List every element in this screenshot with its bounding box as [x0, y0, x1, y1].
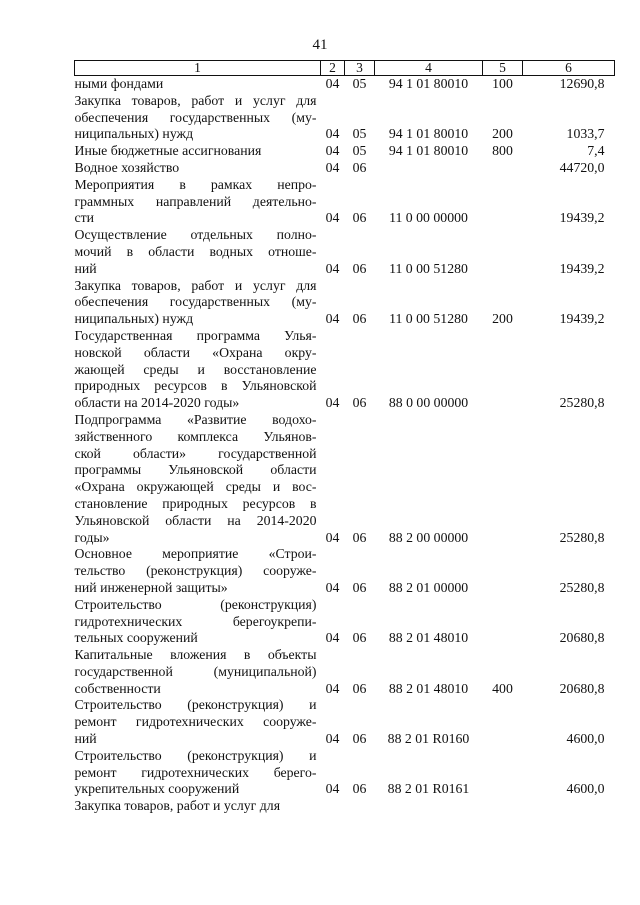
table-row [75, 278, 615, 328]
expense-type-code [483, 597, 523, 647]
expense-type-code [483, 748, 523, 798]
description-line: Строительство (реконструкция) и [74, 697, 317, 713]
description-line: Водное хозяйство [74, 159, 180, 175]
page-number: 41 [312, 37, 328, 53]
row-description [75, 697, 321, 747]
subsection-code: 06 [352, 781, 367, 797]
description-line: программы Ульяновской области [74, 462, 317, 478]
description-line: жающей среды и восстановление [74, 361, 317, 377]
row-description [75, 278, 321, 328]
description-line: Основное мероприятие «Строи- [74, 546, 317, 562]
column-header-2: 2 [321, 61, 345, 76]
expense-type-code [483, 328, 523, 412]
description-line: Государственная программа Улья- [74, 327, 317, 343]
description-line: зяйственного комплекса Ульянов- [74, 428, 317, 444]
amount-value: 19439,2 [559, 260, 605, 276]
subsection-code: 05 [352, 76, 367, 91]
amount-value: 19439,2 [559, 311, 605, 327]
amount-value: 1033,7 [566, 126, 605, 142]
description-line: Осуществление отдельных полно- [74, 227, 317, 243]
target-article-code: 88 2 01 R0161 [387, 781, 470, 797]
table-row [75, 328, 615, 412]
description-line: ниципальных) нужд [74, 126, 194, 142]
subsection-code: 06 [352, 579, 367, 595]
target-article-code: 88 2 01 48010 [388, 680, 469, 696]
target-article-code [375, 160, 483, 177]
target-article-code: 94 1 01 80010 [388, 143, 469, 159]
section-code: 04 [325, 159, 340, 175]
amount-value: 25280,8 [559, 579, 605, 595]
expense-type-code: 200 [492, 311, 513, 327]
subsection-code [345, 798, 375, 815]
expense-type-code [483, 798, 523, 815]
expense-type-code: 200 [492, 126, 513, 142]
description-line: Иные бюджетные ассигнования [74, 143, 262, 159]
target-article-code: 88 2 00 00000 [388, 529, 469, 545]
amount-value: 4600,0 [566, 731, 605, 747]
subsection-code: 05 [352, 143, 367, 159]
description-line: тельных сооружений [74, 630, 198, 646]
column-header-4: 4 [375, 61, 483, 76]
table-row [75, 227, 615, 277]
description-line: становление природных ресурсов в [74, 495, 317, 511]
description-line: ний [74, 260, 97, 276]
target-article-code: 88 2 01 00000 [388, 579, 469, 595]
amount-value: 25280,8 [559, 395, 605, 411]
expense-type-code [483, 160, 523, 177]
column-header-1: 1 [75, 61, 321, 76]
description-line: Капитальные вложения в объекты [74, 647, 317, 663]
row-description [75, 160, 321, 177]
row-description [75, 798, 321, 815]
amount-value: 44720,0 [559, 159, 605, 175]
table-row [75, 412, 615, 546]
section-code: 04 [325, 126, 340, 142]
description-line: «Охрана окружающей среды и вос- [74, 479, 317, 495]
subsection-code: 06 [352, 680, 367, 696]
table-header-row [75, 61, 615, 76]
row-description [75, 328, 321, 412]
table-row [75, 93, 615, 143]
target-article-code: 88 2 01 R0160 [387, 731, 470, 747]
section-code: 04 [325, 781, 340, 797]
section-code [321, 798, 345, 815]
expense-type-code [483, 546, 523, 596]
table-row [75, 143, 615, 160]
target-article-code: 88 2 01 48010 [388, 630, 469, 646]
description-line: обеспечения государственных (му- [74, 294, 317, 310]
subsection-code: 06 [352, 630, 367, 646]
description-line: ремонт гидротехнических сооруже- [74, 714, 317, 730]
subsection-code: 06 [352, 260, 367, 276]
description-line: ными фондами [74, 76, 164, 91]
section-code: 04 [325, 395, 340, 411]
row-description [75, 143, 321, 160]
description-line: государственной (муниципальной) [74, 663, 317, 679]
amount-value: 12690,8 [559, 76, 605, 91]
expense-type-code [483, 177, 523, 227]
target-article-code: 94 1 01 80010 [388, 126, 469, 142]
description-line: ремонт гидротехнических берего- [74, 764, 317, 780]
description-line: мочий в области водных отноше- [74, 243, 317, 259]
expense-type-code: 800 [492, 143, 513, 159]
description-line: тельство (реконструкция) сооруже- [74, 563, 317, 579]
description-line: сти [74, 210, 95, 226]
table-row [75, 798, 615, 815]
description-line: ниципальных) нужд [74, 311, 194, 327]
section-code: 04 [325, 630, 340, 646]
subsection-code: 06 [352, 395, 367, 411]
table-row [75, 160, 615, 177]
section-code: 04 [325, 260, 340, 276]
description-line: Подпрограмма «Развитие водохо- [74, 411, 317, 427]
row-description [75, 93, 321, 143]
description-line: Закупка товаров, работ и услуг для [74, 92, 317, 108]
expense-type-code: 400 [492, 680, 513, 696]
target-article-code: 88 0 00 00000 [388, 395, 469, 411]
row-description [75, 546, 321, 596]
target-article-code: 11 0 00 51280 [389, 260, 468, 276]
row-description [75, 647, 321, 697]
description-line: собственности [74, 680, 161, 696]
section-code: 04 [325, 311, 340, 327]
table-row [75, 647, 615, 697]
budget-table [74, 60, 615, 815]
target-article-code: 11 0 00 00000 [389, 210, 468, 226]
amount-value [523, 798, 615, 815]
amount-value: 4600,0 [566, 781, 605, 797]
description-line: обеспечения государственных (му- [74, 109, 317, 125]
amount-value: 19439,2 [559, 210, 605, 226]
row-description [75, 177, 321, 227]
section-code: 04 [325, 76, 340, 91]
section-code: 04 [325, 579, 340, 595]
expense-type-code [483, 227, 523, 277]
description-line: природных ресурсов в Ульяновской [74, 378, 317, 394]
amount-value: 25280,8 [559, 529, 605, 545]
subsection-code: 06 [352, 731, 367, 747]
subsection-code: 06 [352, 159, 367, 175]
expense-type-code [483, 697, 523, 747]
table-row [75, 177, 615, 227]
column-header-3: 3 [345, 61, 375, 76]
row-description [75, 597, 321, 647]
row-description [75, 748, 321, 798]
table-row [75, 546, 615, 596]
expense-type-code [483, 412, 523, 546]
description-line: Ульяновской области на 2014-2020 [74, 512, 317, 528]
column-header-5: 5 [483, 61, 523, 76]
table-row [75, 76, 615, 93]
section-code: 04 [325, 680, 340, 696]
target-article-code [375, 798, 483, 815]
expense-type-code: 100 [492, 76, 513, 91]
subsection-code: 06 [352, 529, 367, 545]
section-code: 04 [325, 210, 340, 226]
section-code: 04 [325, 731, 340, 747]
subsection-code: 06 [352, 210, 367, 226]
row-description [75, 76, 321, 93]
description-line: Закупка товаров, работ и услуг для [74, 798, 281, 814]
table-row [75, 697, 615, 747]
description-line: граммных направлений деятельно- [74, 193, 317, 209]
table-row [75, 748, 615, 798]
table-row [75, 597, 615, 647]
description-line: ний [74, 731, 97, 747]
section-code: 04 [325, 143, 340, 159]
description-line: области на 2014-2020 годы» [74, 395, 240, 411]
description-line: Закупка товаров, работ и услуг для [74, 277, 317, 293]
description-line: Строительство (реконструкция) [74, 596, 317, 612]
table-body [75, 76, 615, 816]
amount-value: 20680,8 [559, 680, 605, 696]
target-article-code: 94 1 01 80010 [388, 76, 469, 91]
column-header-6: 6 [523, 61, 615, 76]
target-article-code: 11 0 00 51280 [389, 311, 468, 327]
description-line: годы» [74, 529, 110, 545]
row-description [75, 227, 321, 277]
description-line: ний инженерной защиты» [74, 579, 228, 595]
description-line: укрепительных сооружений [74, 781, 240, 797]
description-line: гидротехнических берегоукрепи- [74, 613, 317, 629]
row-description [75, 412, 321, 546]
subsection-code: 05 [352, 126, 367, 142]
subsection-code: 06 [352, 311, 367, 327]
amount-value: 20680,8 [559, 630, 605, 646]
amount-value: 7,4 [587, 143, 605, 159]
description-line: Мероприятия в рамках непро- [74, 176, 317, 192]
description-line: Строительство (реконструкция) и [74, 747, 317, 763]
description-line: новской области «Охрана окру- [74, 344, 317, 360]
description-line: ской области» государственной [74, 445, 317, 461]
section-code: 04 [325, 529, 340, 545]
